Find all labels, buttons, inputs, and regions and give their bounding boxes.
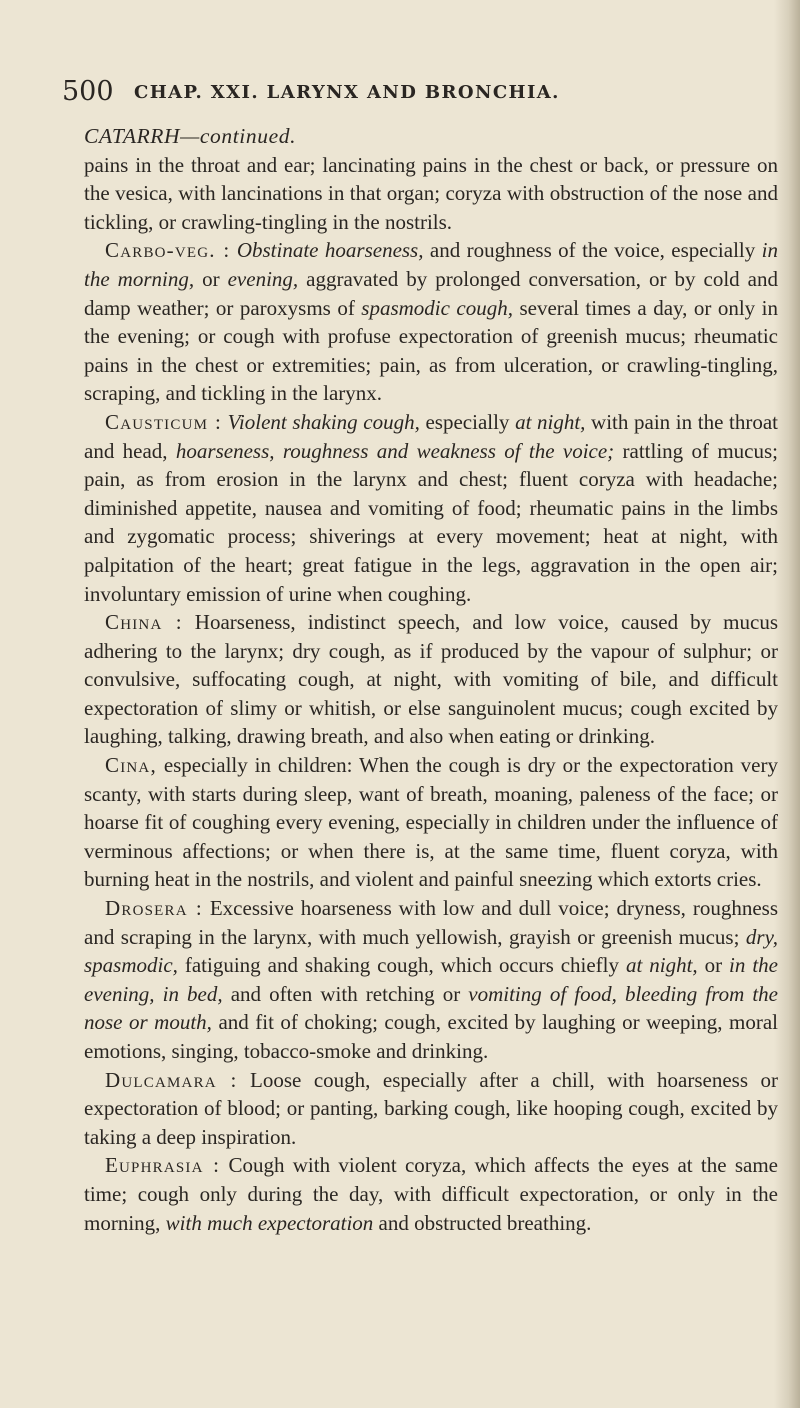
section-heading: [84, 122, 778, 151]
body-text: with pain in the throat and head,: [84, 409, 778, 463]
paragraph: [84, 408, 778, 608]
paragraph: [84, 151, 778, 237]
paragraph: [84, 236, 778, 408]
body-text: pains in the throat and ear; lancinating pains in the chest or back, or pressure on the vesica, with lancinations in that organ; coryza with obstruction of the nose and tickling, or crawling-tingling in the nostrils.: [84, 152, 778, 234]
paragraph: [84, 894, 778, 1066]
italic-text: evening,: [227, 266, 299, 291]
body-text: Hoarseness, indistinct speech, and low voice, caused by mucus adhering to the larynx; dry cough, as if produced by the vapour of sulphur; or convulsive, suffocating cough, at night, with vomiting of bile, and difficult expectoration of slimy or whitish, or else sanguinolent mucus; cough excited by laughing, talking, drawing breath, and also when eating or drinking.: [84, 610, 778, 749]
page-body: [84, 122, 778, 1237]
italic-text: at night,: [625, 953, 698, 978]
italic-text: vomiting of food, bleeding from the nose or mouth,: [84, 981, 778, 1035]
italic-text: hoarseness, roughness and weakness of the voice;: [175, 438, 615, 463]
chapter-title: CHAP. XXI. LARYNX AND BRONCHIA.: [134, 82, 560, 103]
body-text: especially in children: When the cough is dry or the expectoration very scanty, with starts during sleep, want of breath, moaning, paleness of the face; or hoarse fit of coughing every evening, especially in children under the influence of verminous affections; or when there is, at the same time, fluent coryza, with burning heat in the nostrils, and violent and painful sneezing which extorts cries.: [84, 753, 778, 892]
italic-text: at night,: [515, 409, 586, 434]
body-text: aggravated by prolonged conversation, or by cold and damp weather; or paroxysms of: [84, 266, 778, 320]
remedy-name: Euphrasia :: [105, 1153, 221, 1178]
running-head: [62, 76, 742, 116]
remedy-name: Dulcamara :: [105, 1067, 238, 1092]
body-text: or: [194, 266, 228, 291]
italic-text: in the evening, in bed,: [84, 953, 778, 1006]
italic-text: Obstinate hoarseness,: [236, 238, 424, 263]
italic-text: dry, spasmodic,: [84, 924, 778, 978]
section-title-suffix: —continued.: [180, 124, 297, 148]
body-text: and roughness of the voice, especially: [423, 238, 762, 263]
remedy-name: China :: [105, 610, 183, 635]
page-number: 500: [62, 76, 114, 107]
body-text: or: [697, 953, 730, 978]
body-text: Cough with violent coryza, which affects the eyes at the same time; cough only during the day, with difficult expectoration, or only in the morning,: [84, 1153, 779, 1235]
italic-text: in the morning,: [84, 238, 778, 291]
italic-text: Violent shaking cough,: [227, 409, 420, 434]
body-text: and often with retching or: [222, 981, 469, 1006]
body-text: fatiguing and shaking cough, which occurs chiefly: [177, 953, 626, 978]
paragraph: [84, 1151, 778, 1237]
body-text: and fit of choking; cough, excited by laughing or weeping, moral emotions, singing, tobacco-smoke and drinking.: [84, 1010, 779, 1063]
italic-text: spasmodic cough,: [361, 295, 514, 320]
paragraph: [84, 608, 778, 751]
paragraph: [84, 1066, 778, 1152]
remedy-name: Drosera :: [105, 896, 203, 921]
paragraph: [84, 751, 778, 894]
body-text: Excessive hoarseness with low and dull voice; dryness, roughness and scraping in the larynx, with much yellowish, grayish or greenish mucus;: [84, 896, 778, 949]
remedy-name: Cina,: [105, 753, 157, 778]
body-text: Loose cough, especially after a chill, with hoarseness or expectoration of blood; or panting, barking cough, like hooping cough, excited by taking a deep inspiration.: [84, 1067, 779, 1149]
italic-text: with much expectoration: [165, 1210, 374, 1235]
section-title: CATARRH: [84, 124, 181, 148]
remedy-name: Carbo-veg. :: [105, 238, 231, 263]
body-text: and obstructed breathing.: [373, 1210, 592, 1235]
body-text: several times a day, or only in the evening; or cough with profuse expectoration of greenish mucus; rheumatic pains in the chest or extremities; pain, as from ulceration, or crawling-tingling, scraping, and tickling in the larynx.: [84, 295, 778, 406]
body-text: rattling of mucus; pain, as from erosion in the larynx and chest; fluent coryza with headache; diminished appetite, nausea and vomiting of food; rheumatic pains in the limbs and zygomatic process; shiverings at every movement; heat at night, with palpitation of the heart; great fatigue in the legs, aggravation in the open air; involuntary emission of urine when coughing.: [84, 438, 779, 606]
body-text: especially: [419, 409, 516, 434]
remedy-name: Causticum :: [105, 409, 222, 434]
